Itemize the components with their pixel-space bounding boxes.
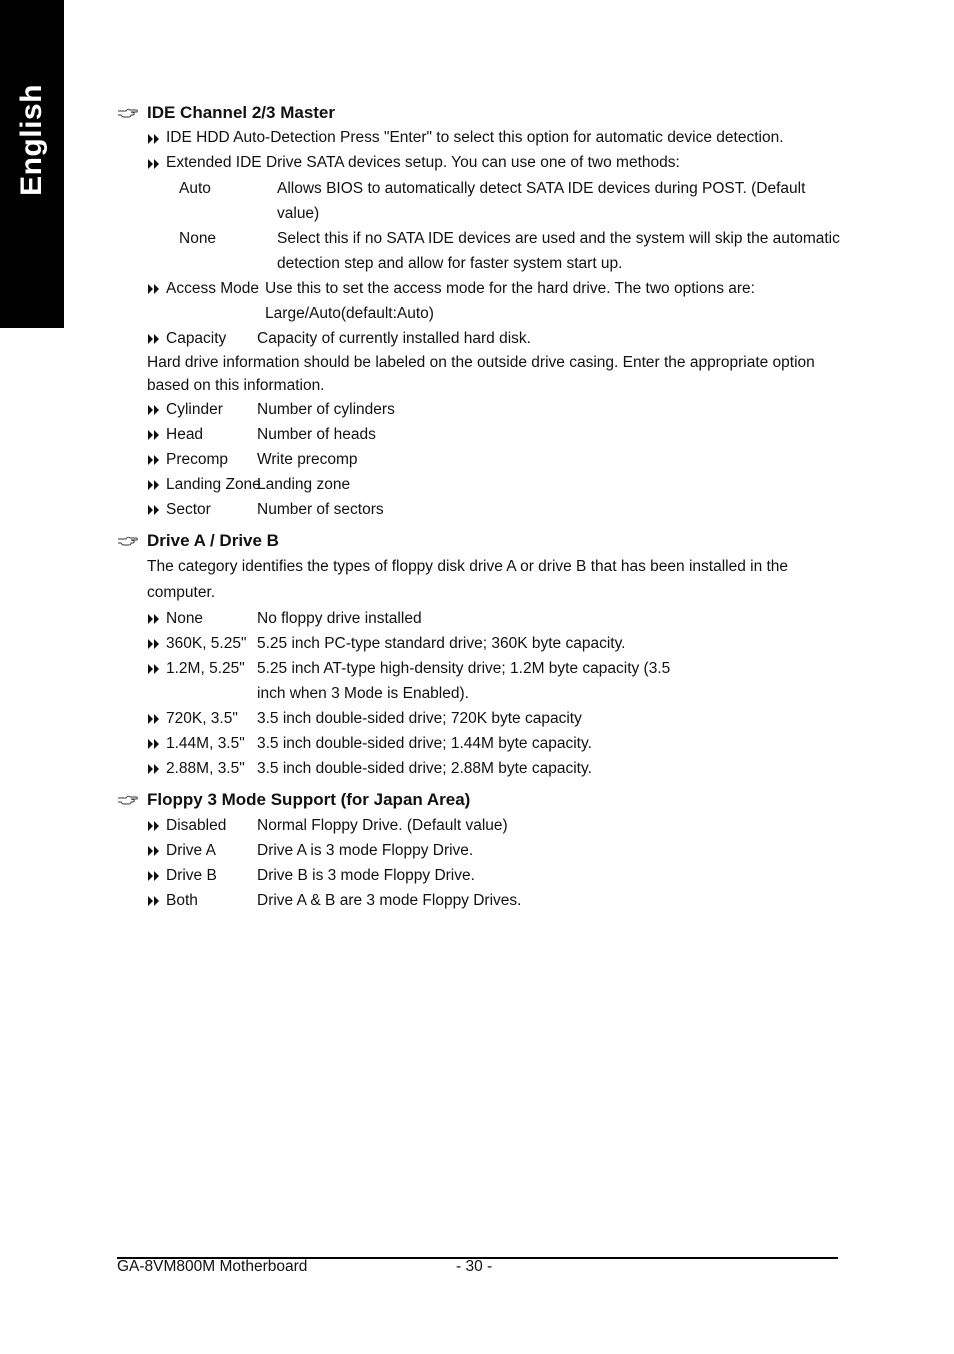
double-arrow-icon bbox=[147, 422, 161, 447]
section-heading-drive bbox=[117, 528, 842, 554]
double-arrow-icon bbox=[147, 326, 161, 351]
auto-detect-row bbox=[117, 126, 842, 151]
item-desc: Drive A is 3 mode Floppy Drive. bbox=[257, 842, 474, 859]
section-title: Drive A / Drive B bbox=[147, 531, 279, 550]
item-label-group bbox=[147, 422, 257, 447]
double-arrow-icon bbox=[147, 756, 161, 781]
item-label bbox=[147, 326, 257, 351]
list-item bbox=[117, 838, 842, 863]
item-label: Cylinder bbox=[166, 401, 223, 418]
extended-text: Extended IDE Drive SATA devices setup. You can use one of two methods: bbox=[166, 154, 680, 171]
double-arrow-icon bbox=[147, 472, 161, 497]
double-arrow-icon bbox=[147, 276, 161, 301]
double-arrow-icon bbox=[147, 656, 161, 681]
method-desc: Allows BIOS to automatically detect SATA IDE devices during POST. (Default value) bbox=[277, 180, 806, 222]
list-item bbox=[117, 606, 842, 631]
item-desc: Landing zone bbox=[257, 476, 351, 493]
item-desc: No floppy drive installed bbox=[257, 610, 422, 627]
item-label-group bbox=[147, 838, 257, 863]
item-label: Drive B bbox=[166, 867, 217, 884]
double-arrow-icon bbox=[147, 497, 161, 522]
double-arrow-icon bbox=[147, 888, 161, 913]
section-heading-floppy bbox=[117, 787, 842, 813]
item-desc: Drive A & B are 3 mode Floppy Drives. bbox=[257, 892, 522, 909]
list-item bbox=[117, 731, 842, 756]
item-label bbox=[147, 276, 259, 326]
item-desc: Normal Floppy Drive. (Default value) bbox=[257, 817, 508, 834]
double-arrow-icon bbox=[147, 126, 161, 151]
method-row bbox=[117, 226, 842, 276]
method-desc: Select this if no SATA IDE devices are used and the system will skip the automatic detection step and allow for faster system start up. bbox=[277, 230, 840, 272]
page-content bbox=[117, 100, 842, 913]
footer-model: GA-8VM800M Motherboard bbox=[117, 1258, 308, 1275]
drive-intro: The category identifies the types of floppy disk drive A or drive B that has been installed in the computer. bbox=[147, 558, 789, 601]
list-item bbox=[117, 422, 842, 447]
item-label: 1.2M, 5.25" bbox=[166, 660, 245, 677]
item-label-group bbox=[147, 472, 261, 497]
page-number: - 30 - bbox=[456, 1258, 493, 1275]
item-desc: 5.25 inch AT-type high-density drive; 1.2M byte capacity (3.5 inch when 3 Mode is Enabled). bbox=[257, 660, 671, 702]
list-item bbox=[117, 656, 842, 706]
item-label-group bbox=[147, 497, 257, 522]
language-tab-label: English bbox=[15, 84, 48, 196]
item-label-group bbox=[147, 863, 257, 888]
item-label-group bbox=[147, 756, 257, 781]
double-arrow-icon bbox=[147, 447, 161, 472]
access-mode-row bbox=[117, 276, 842, 326]
item-label: Disabled bbox=[166, 817, 227, 834]
double-arrow-icon bbox=[147, 863, 161, 888]
item-label: Landing Zone bbox=[166, 476, 261, 493]
double-arrow-icon bbox=[147, 813, 161, 838]
method-label: Auto bbox=[179, 180, 211, 197]
item-desc: 3.5 inch double-sided drive; 2.88M byte capacity. bbox=[257, 760, 592, 777]
item-label: 1.44M, 3.5" bbox=[166, 735, 245, 752]
item-label-group bbox=[147, 606, 257, 631]
capacity-desc: Capacity of currently installed hard disk. bbox=[257, 330, 531, 347]
extended-row bbox=[117, 151, 842, 176]
item-label-group bbox=[147, 813, 257, 838]
double-arrow-icon bbox=[147, 631, 161, 656]
item-label: Both bbox=[166, 892, 198, 909]
item-label: 360K, 5.25" bbox=[166, 635, 247, 652]
capacity-row bbox=[117, 326, 842, 351]
method-label: None bbox=[179, 230, 217, 247]
item-desc: 3.5 inch double-sided drive; 720K byte capacity bbox=[257, 710, 582, 727]
item-label: 720K, 3.5" bbox=[166, 710, 238, 727]
list-item bbox=[117, 497, 842, 522]
item-label: Precomp bbox=[166, 451, 229, 468]
item-label-group bbox=[147, 656, 257, 706]
list-item bbox=[117, 813, 842, 838]
double-arrow-icon bbox=[147, 838, 161, 863]
item-desc: Write precomp bbox=[257, 451, 358, 468]
double-arrow-icon bbox=[147, 397, 161, 422]
list-item bbox=[117, 706, 842, 731]
info-paragraph: Hard drive information should be labeled on the outside drive casing. Enter the appropriate option based on this information. bbox=[147, 354, 815, 394]
capacity-label: Capacity bbox=[166, 330, 227, 347]
item-desc: Number of cylinders bbox=[257, 401, 395, 418]
double-arrow-icon bbox=[147, 706, 161, 731]
list-item bbox=[117, 863, 842, 888]
auto-detect-text: IDE HDD Auto-Detection Press "Enter" to select this option for automatic device detection. bbox=[166, 129, 784, 146]
item-label-group bbox=[147, 447, 257, 472]
item-desc: Number of heads bbox=[257, 426, 376, 443]
item-label: Head bbox=[166, 426, 204, 443]
double-arrow-icon bbox=[147, 731, 161, 756]
double-arrow-icon bbox=[147, 151, 161, 176]
section-title: Floppy 3 Mode Support (for Japan Area) bbox=[147, 790, 471, 809]
method-row bbox=[117, 176, 842, 226]
item-desc: Number of sectors bbox=[257, 501, 384, 518]
pointing-hand-icon bbox=[117, 794, 139, 806]
list-item bbox=[117, 631, 842, 656]
item-label-group bbox=[147, 631, 257, 656]
item-label-group bbox=[147, 731, 257, 756]
list-item bbox=[117, 888, 842, 913]
item-label-group bbox=[147, 706, 257, 731]
item-label: 2.88M, 3.5" bbox=[166, 760, 245, 777]
item-desc: 5.25 inch PC-type standard drive; 360K byte capacity. bbox=[257, 635, 626, 652]
item-label: Sector bbox=[166, 501, 211, 518]
list-item bbox=[117, 756, 842, 781]
list-item bbox=[117, 447, 842, 472]
list-item bbox=[117, 472, 842, 497]
access-mode-desc: Use this to set the access mode for the hard drive. The two options are: Large/Auto(default:Auto) bbox=[265, 280, 755, 322]
section-title: IDE Channel 2/3 Master bbox=[147, 103, 336, 122]
pointing-hand-icon bbox=[117, 535, 139, 547]
list-item bbox=[117, 397, 842, 422]
item-label: Drive A bbox=[166, 842, 216, 859]
pointing-hand-icon bbox=[117, 107, 139, 119]
language-tab bbox=[0, 0, 64, 328]
double-arrow-icon bbox=[147, 606, 161, 631]
section-heading-ide bbox=[117, 100, 842, 126]
item-label-group bbox=[147, 397, 257, 422]
item-desc: 3.5 inch double-sided drive; 1.44M byte capacity. bbox=[257, 735, 592, 752]
access-mode-label: Access Mode bbox=[166, 280, 260, 297]
item-label: None bbox=[166, 610, 204, 627]
item-label-group bbox=[147, 888, 257, 913]
item-desc: Drive B is 3 mode Floppy Drive. bbox=[257, 867, 475, 884]
